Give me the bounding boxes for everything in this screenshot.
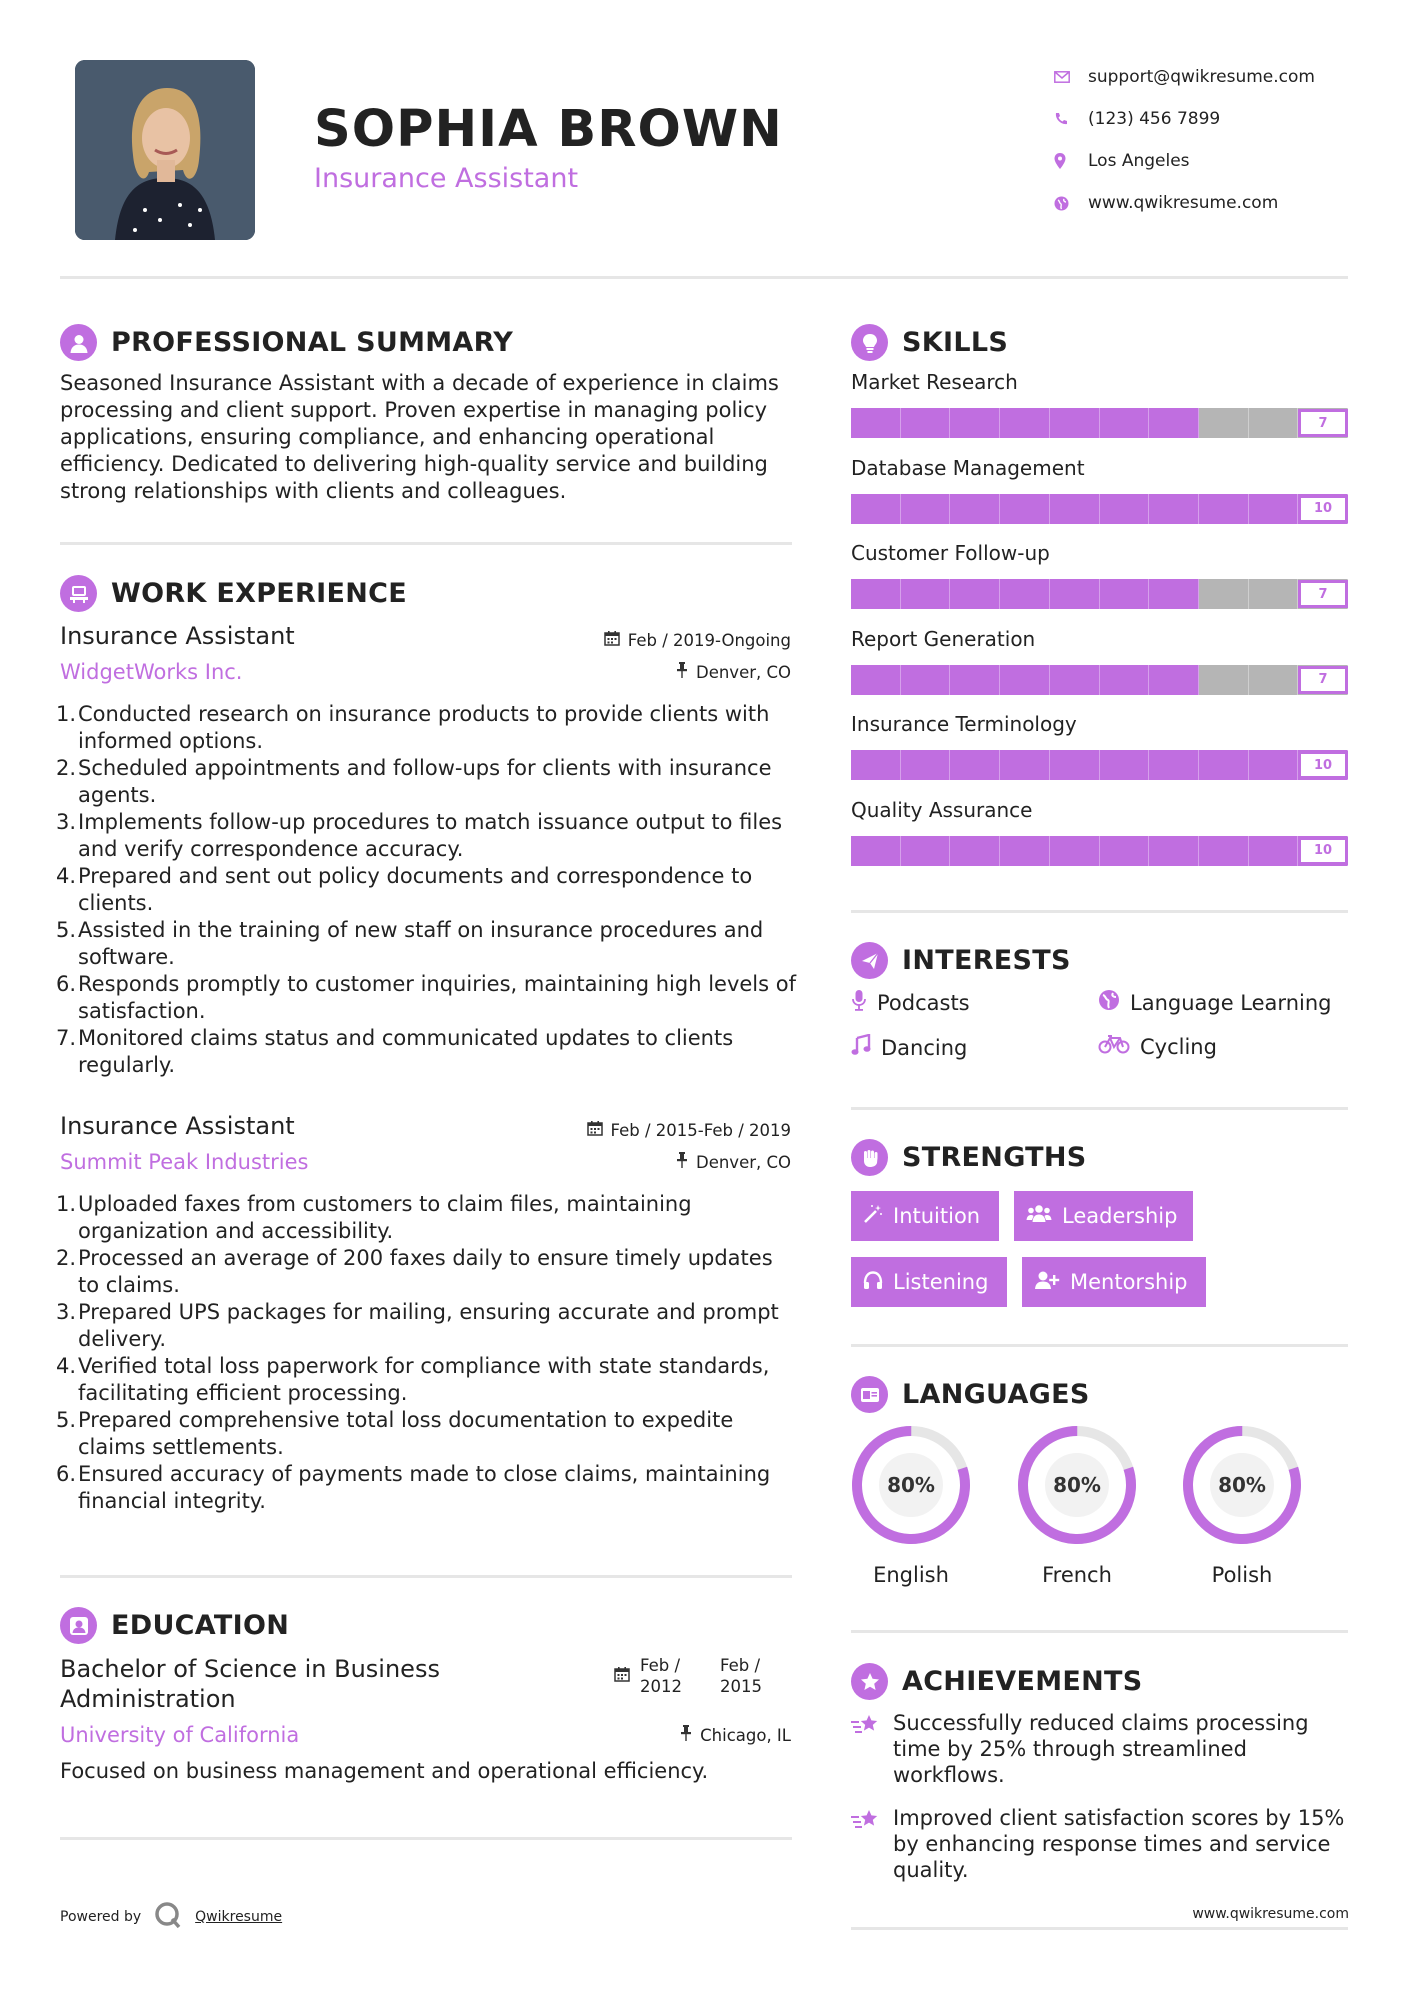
contact-phone-text: (123) 456 7899 bbox=[1088, 109, 1221, 129]
globe-icon bbox=[1050, 196, 1088, 211]
language-name: French bbox=[1042, 1563, 1112, 1587]
language-donut bbox=[1182, 1425, 1302, 1545]
skill-bar bbox=[851, 665, 1348, 695]
interest-label: Podcasts bbox=[877, 990, 970, 1015]
strengths-title: STRENGTHS bbox=[902, 1142, 1087, 1173]
achievement-item bbox=[851, 1805, 1348, 1883]
strengths-heading bbox=[851, 1139, 1087, 1176]
interests-title: INTERESTS bbox=[902, 945, 1071, 976]
contact-block bbox=[1050, 56, 1380, 224]
list-item: 4. Prepared and sent out policy documents and correspondence to clients. bbox=[56, 864, 753, 915]
skill-level-badge: 10 bbox=[1298, 495, 1348, 523]
qwikresume-logo bbox=[153, 1900, 183, 1934]
education-end: Feb / 2015 bbox=[720, 1656, 762, 1696]
interest-label: Language Learning bbox=[1130, 990, 1332, 1015]
list-item: 7. Monitored claims status and communicated updates to clients regularly. bbox=[56, 1026, 734, 1077]
summary-divider bbox=[60, 542, 792, 545]
candidate-role: Insurance Assistant bbox=[314, 163, 579, 194]
strength-intuition bbox=[851, 1191, 999, 1241]
education-heading bbox=[60, 1607, 289, 1644]
globe-icon bbox=[1098, 989, 1120, 1016]
job-2-dates-text: Feb / 2015-Feb / 2019 bbox=[610, 1120, 791, 1140]
skill-bar bbox=[851, 408, 1348, 438]
education-degree-line1: Bachelor of Science in Business bbox=[60, 1655, 440, 1683]
experience-title: WORK EXPERIENCE bbox=[111, 578, 407, 609]
skills-title: SKILLS bbox=[902, 327, 1009, 358]
list-item: 2. Processed an average of 200 faxes daily to ensure timely updates to claims. bbox=[56, 1246, 773, 1297]
user-plus-icon bbox=[1034, 1270, 1060, 1295]
contact-location bbox=[1050, 140, 1380, 182]
language-name: English bbox=[873, 1563, 949, 1587]
calendar-icon bbox=[587, 1120, 603, 1140]
footer-website[interactable]: www.qwikresume.com bbox=[1192, 1906, 1349, 1922]
phone-icon bbox=[1050, 112, 1088, 126]
skills-divider bbox=[851, 910, 1348, 913]
summary-title: PROFESSIONAL SUMMARY bbox=[111, 327, 514, 358]
users-icon bbox=[1026, 1204, 1052, 1229]
education-school: University of California bbox=[60, 1723, 300, 1747]
skill-level-badge: 7 bbox=[1298, 580, 1348, 608]
magic-wand-icon bbox=[863, 1204, 883, 1229]
language-name: Polish bbox=[1211, 1563, 1273, 1587]
paper-plane-icon bbox=[851, 942, 888, 979]
education-divider bbox=[60, 1837, 792, 1840]
language-item bbox=[1017, 1425, 1137, 1587]
education-description: Focused on business management and operational efficiency. bbox=[60, 1759, 709, 1783]
education-degree-line2: Administration bbox=[60, 1685, 236, 1713]
education-location-text: Chicago, IL bbox=[700, 1725, 791, 1745]
job-2-title: Insurance Assistant bbox=[60, 1112, 295, 1140]
calendar-icon bbox=[604, 630, 620, 650]
skill-name: Customer Follow-up bbox=[851, 541, 1050, 565]
header-divider bbox=[60, 276, 1348, 279]
shooting-star-icon bbox=[851, 1710, 881, 1788]
headphones-icon bbox=[863, 1270, 883, 1295]
list-item: 6. Ensured accuracy of payments made to close claims, maintaining financial integrity. bbox=[56, 1462, 771, 1513]
achievements-divider bbox=[851, 1927, 1348, 1930]
job-2-location bbox=[676, 1152, 791, 1172]
candidate-name: SOPHIA BROWN bbox=[314, 100, 783, 159]
education-location bbox=[680, 1725, 791, 1745]
achievement-text: Successfully reduced claims processing time by 25% through streamlined workflows. bbox=[893, 1711, 1309, 1787]
lightbulb-icon bbox=[851, 324, 888, 361]
achievement-item bbox=[851, 1710, 1348, 1788]
experience-heading bbox=[60, 575, 407, 612]
job-2-duties bbox=[56, 1191, 800, 1515]
contact-location-text: Los Angeles bbox=[1088, 151, 1190, 171]
contact-website[interactable] bbox=[1050, 182, 1380, 224]
list-item: 5. Prepared comprehensive total loss documentation to expedite claims settlements. bbox=[56, 1408, 734, 1459]
strength-listening bbox=[851, 1257, 1007, 1307]
education-degree bbox=[60, 1654, 440, 1714]
skill-level-badge: 7 bbox=[1298, 666, 1348, 694]
skill-level-badge: 7 bbox=[1298, 409, 1348, 437]
job-1-location-text: Denver, CO bbox=[695, 662, 791, 682]
skill-name: Insurance Terminology bbox=[851, 712, 1077, 736]
strength-mentorship bbox=[1022, 1257, 1206, 1307]
music-note-icon bbox=[851, 1034, 871, 1061]
graduation-icon bbox=[60, 1607, 97, 1644]
education-start: Feb / 2012 bbox=[640, 1656, 682, 1696]
job-1-duties bbox=[56, 701, 800, 1079]
map-pin-icon bbox=[1050, 153, 1088, 169]
job-1-company: WidgetWorks Inc. bbox=[60, 660, 243, 684]
achievement-text: Improved client satisfaction scores by 15% by enhancing response times and service quality. bbox=[893, 1806, 1345, 1882]
list-item: 5. Assisted in the training of new staff on insurance procedures and software. bbox=[56, 918, 764, 969]
calendar-icon bbox=[614, 1666, 630, 1687]
skill-bar bbox=[851, 494, 1348, 524]
skill-level-badge: 10 bbox=[1298, 751, 1348, 779]
skill-name: Report Generation bbox=[851, 626, 1036, 651]
contact-phone[interactable] bbox=[1050, 98, 1380, 140]
interest-podcasts bbox=[851, 989, 970, 1016]
interest-language-learning bbox=[1098, 989, 1331, 1016]
strength-label: Listening bbox=[893, 1270, 989, 1294]
interest-label: Dancing bbox=[881, 1035, 968, 1060]
summary-heading bbox=[60, 324, 513, 361]
achievements-heading bbox=[851, 1663, 1143, 1700]
pin-icon bbox=[680, 1725, 692, 1745]
strengths-divider bbox=[851, 1344, 1348, 1347]
pin-icon bbox=[676, 662, 688, 682]
language-donut bbox=[1017, 1425, 1137, 1545]
summary-text: Seasoned Insurance Assistant with a decade of experience in claims processing and client support. Proven expertise in managing policy applications, ensuring compliance, and enhancing operational efficiency. Dedicated to delivering high-quality service and building strong relationships with clients and colleagues. bbox=[60, 371, 779, 503]
language-item bbox=[1182, 1425, 1302, 1587]
powered-by-text: Powered by bbox=[60, 1909, 142, 1925]
job-1-location bbox=[676, 662, 791, 682]
list-item: 6. Responds promptly to customer inquiries, maintaining high levels of satisfaction. bbox=[56, 972, 796, 1023]
list-item: 3. Implements follow-up procedures to match issuance output to files and verify correspondence accuracy. bbox=[56, 810, 783, 861]
job-2-location-text: Denver, CO bbox=[695, 1152, 791, 1172]
achievements-title: ACHIEVEMENTS bbox=[902, 1666, 1143, 1697]
language-card-icon bbox=[851, 1376, 888, 1413]
education-dates bbox=[614, 1655, 762, 1697]
language-percent-label: 80% bbox=[1218, 1473, 1266, 1497]
skill-name: Database Management bbox=[851, 455, 1085, 480]
strength-leadership bbox=[1014, 1191, 1193, 1241]
fist-icon bbox=[851, 1139, 888, 1176]
skill-name: Market Research bbox=[851, 370, 1018, 394]
job-2-dates bbox=[587, 1120, 791, 1140]
skill-bar bbox=[851, 579, 1348, 609]
skill-bar bbox=[851, 836, 1348, 866]
contact-email[interactable] bbox=[1050, 56, 1380, 98]
strength-label: Intuition bbox=[893, 1204, 981, 1228]
interests-divider bbox=[851, 1107, 1348, 1110]
footer-powered bbox=[60, 1900, 282, 1934]
strength-label: Mentorship bbox=[1070, 1270, 1188, 1294]
education-title: EDUCATION bbox=[111, 1610, 290, 1641]
interest-dancing bbox=[851, 1034, 967, 1061]
interest-cycling bbox=[1098, 1034, 1217, 1059]
language-donut bbox=[851, 1425, 971, 1545]
mail-icon bbox=[1050, 71, 1088, 83]
job-1-title: Insurance Assistant bbox=[60, 622, 295, 650]
list-item: 1. Uploaded faxes from customers to claim files, maintaining organization and accessibility. bbox=[56, 1192, 692, 1243]
microphone-icon bbox=[851, 989, 867, 1016]
star-badge-icon bbox=[851, 1663, 888, 1700]
list-item: 1. Conducted research on insurance products to provide clients with informed options. bbox=[56, 702, 770, 753]
job-1-dates bbox=[604, 630, 791, 650]
language-item bbox=[851, 1425, 971, 1587]
language-percent-label: 80% bbox=[887, 1473, 935, 1497]
experience-divider bbox=[60, 1575, 792, 1578]
list-item: 2. Scheduled appointments and follow-ups for clients with insurance agents. bbox=[56, 756, 772, 807]
strength-label: Leadership bbox=[1062, 1204, 1178, 1228]
profile-photo bbox=[75, 60, 255, 240]
skill-level-badge: 10 bbox=[1298, 837, 1348, 865]
user-icon bbox=[60, 324, 97, 361]
languages-divider bbox=[851, 1630, 1348, 1633]
language-percent-label: 80% bbox=[1053, 1473, 1101, 1497]
interest-label: Cycling bbox=[1140, 1034, 1217, 1059]
job-2-company: Summit Peak Industries bbox=[60, 1150, 309, 1174]
contact-email-text: support@qwikresume.com bbox=[1088, 67, 1315, 87]
shooting-star-icon bbox=[851, 1805, 881, 1883]
contact-website-text: www.qwikresume.com bbox=[1088, 193, 1279, 213]
briefcase-icon bbox=[60, 575, 97, 612]
skills-heading bbox=[851, 324, 1008, 361]
bicycle-icon bbox=[1098, 1034, 1130, 1059]
interests-heading bbox=[851, 942, 1071, 979]
skill-bar bbox=[851, 750, 1348, 780]
job-1-dates-text: Feb / 2019-Ongoing bbox=[627, 630, 791, 650]
skill-name: Quality Assurance bbox=[851, 797, 1033, 822]
list-item: 3. Prepared UPS packages for mailing, ensuring accurate and prompt delivery. bbox=[56, 1300, 779, 1351]
footer-brand-link[interactable]: Qwikresume bbox=[195, 1909, 283, 1925]
pin-icon bbox=[676, 1152, 688, 1172]
languages-title: LANGUAGES bbox=[902, 1379, 1090, 1410]
languages-heading bbox=[851, 1376, 1090, 1413]
list-item: 4. Verified total loss paperwork for compliance with state standards, facilitating efficient processing. bbox=[56, 1354, 770, 1405]
